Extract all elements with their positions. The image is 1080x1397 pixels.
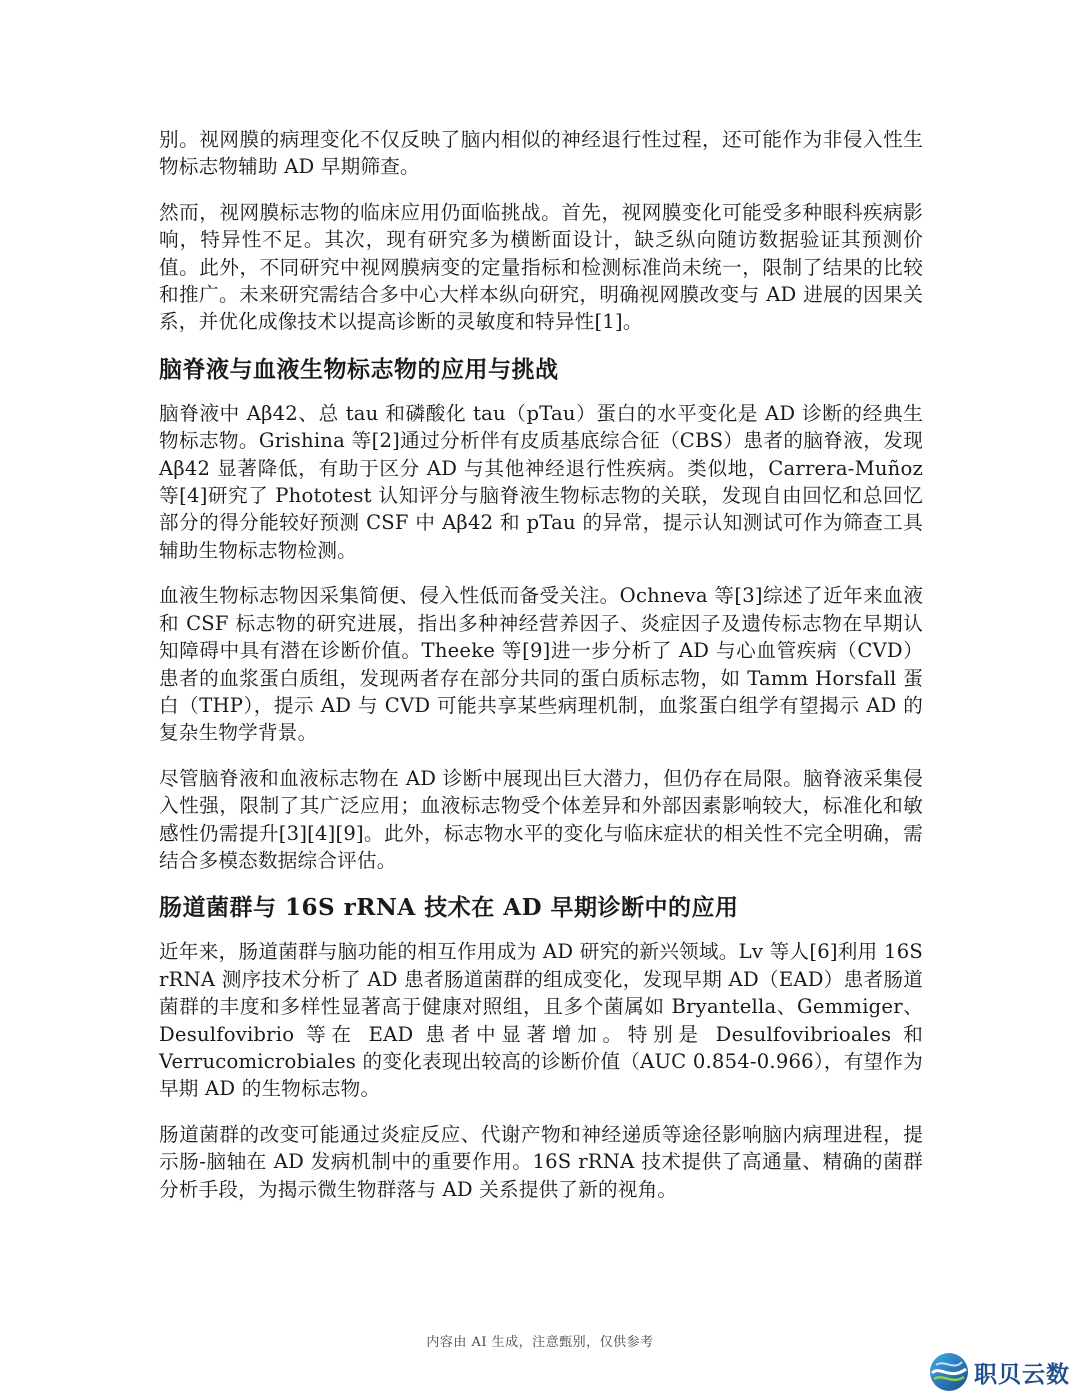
heading-gut-microbiota: 肠道菌群与 16S rRNA 技术在 AD 早期诊断中的应用	[159, 894, 739, 922]
paragraph-csf-biomarkers: 脑脊液中 Aβ42、总 tau 和磷酸化 tau（pTau）蛋白的水平变化是 AD 诊断的经典生物标志物。Grishina 等[2]通过分析伴有皮质基底综合征（CBS）患者的脑脊液，发现 Aβ42 显著降低，有助于区分 AD 与其他神经退行性疾病。类似地，Carrera-Muñoz 等[4]研究了 Phototest 认知评分与脑脊液生物标志物的关联，发现自由回忆和总回忆部分的得分能较好预测 CSF 中 Aβ42 和 pTau 的异常，提示认知测试可作为筛查工具辅助生物标志物检测。	[159, 401, 923, 562]
paragraph-gut-microbiota-study: 近年来，肠道菌群与脑功能的相互作用成为 AD 研究的新兴领域。Lv 等人[6]利用 16S rRNA 测序技术分析了 AD 患者肠道菌群的组成变化，发现早期 AD（EAD）患者肠道菌群的丰度和多样性显著高于健康对照组，且多个菌属如 Bryantella、Gemmiger、Desulfovibrio 等在 EAD 患者中显著增加。特别是 Desulfovibrioales 和 Verrucomicrobiales 的变化表现出较高的诊断价值（AUC 0.854-0.966），有望作为早期 AD 的生物标志物。	[159, 940, 923, 1101]
paragraph-biomarker-limitations: 尽管脑脊液和血液标志物在 AD 诊断中展现出巨大潜力，但仍存在局限。脑脊液采集侵入性强，限制了其广泛应用；血液标志物受个体差异和外部因素影响较大，标准化和敏感性仍需提升[3][4][9]。此外，标志物水平的变化与临床症状的相关性不完全明确，需结合多模态数据综合评估。	[159, 766, 923, 872]
brand-watermark	[928, 1351, 1070, 1393]
paragraph-retina-challenges: 然而，视网膜标志物的临床应用仍面临挑战。首先，视网膜变化可能受多种眼科疾病影响，特异性不足。其次，现有研究多为横断面设计，缺乏纵向随访数据验证其预测价值。此外，不同研究中视网膜病变的定量指标和检测标准尚未统一，限制了结果的比较和推广。未来研究需结合多中心大样本纵向研究，明确视网膜改变与 AD 进展的因果关系，并优化成像技术以提高诊断的灵敏度和特异性[1]。	[159, 200, 923, 334]
article-body	[159, 126, 923, 1221]
paragraph-blood-biomarkers: 血液生物标志物因采集简便、侵入性低而备受关注。Ochneva 等[3]综述了近年来血液和 CSF 标志物的研究进展，指出多种神经营养因子、炎症因子及遗传标志物在早期认知障碍中具有潜在诊断价值。Theeke 等[9]进一步分析了 AD 与心血管疾病（CVD）患者的血浆蛋白质组，发现两者存在部分共同的蛋白质标志物，如 Tamm Horsfall 蛋白（THP），提示 AD 与 CVD 可能共享某些病理机制，血浆蛋白组学有望揭示 AD 的复杂生物学背景。	[159, 584, 923, 745]
brand-name: 职贝云数	[974, 1361, 1070, 1388]
paragraph-gut-brain-axis: 肠道菌群的改变可能通过炎症反应、代谢产物和神经递质等途径影响脑内病理进程，提示肠-脑轴在 AD 发病机制中的重要作用。16S rRNA 技术提供了高通量、精确的菌群分析手段，为揭示微生物群落与 AD 关系提供了新的视角。	[159, 1122, 923, 1201]
heading-csf-blood-biomarkers: 脑脊液与血液生物标志物的应用与挑战	[159, 355, 559, 383]
ai-generated-notice: 内容由 AI 生成，注意甄别，仅供参考	[426, 1335, 654, 1350]
paragraph-retina-intro: 别。视网膜的病理变化不仅反映了脑内相似的神经退行性过程，还可能作为非侵入性生物标志物辅助 AD 早期筛查。	[159, 128, 923, 179]
globe-logo-icon	[928, 1351, 970, 1393]
